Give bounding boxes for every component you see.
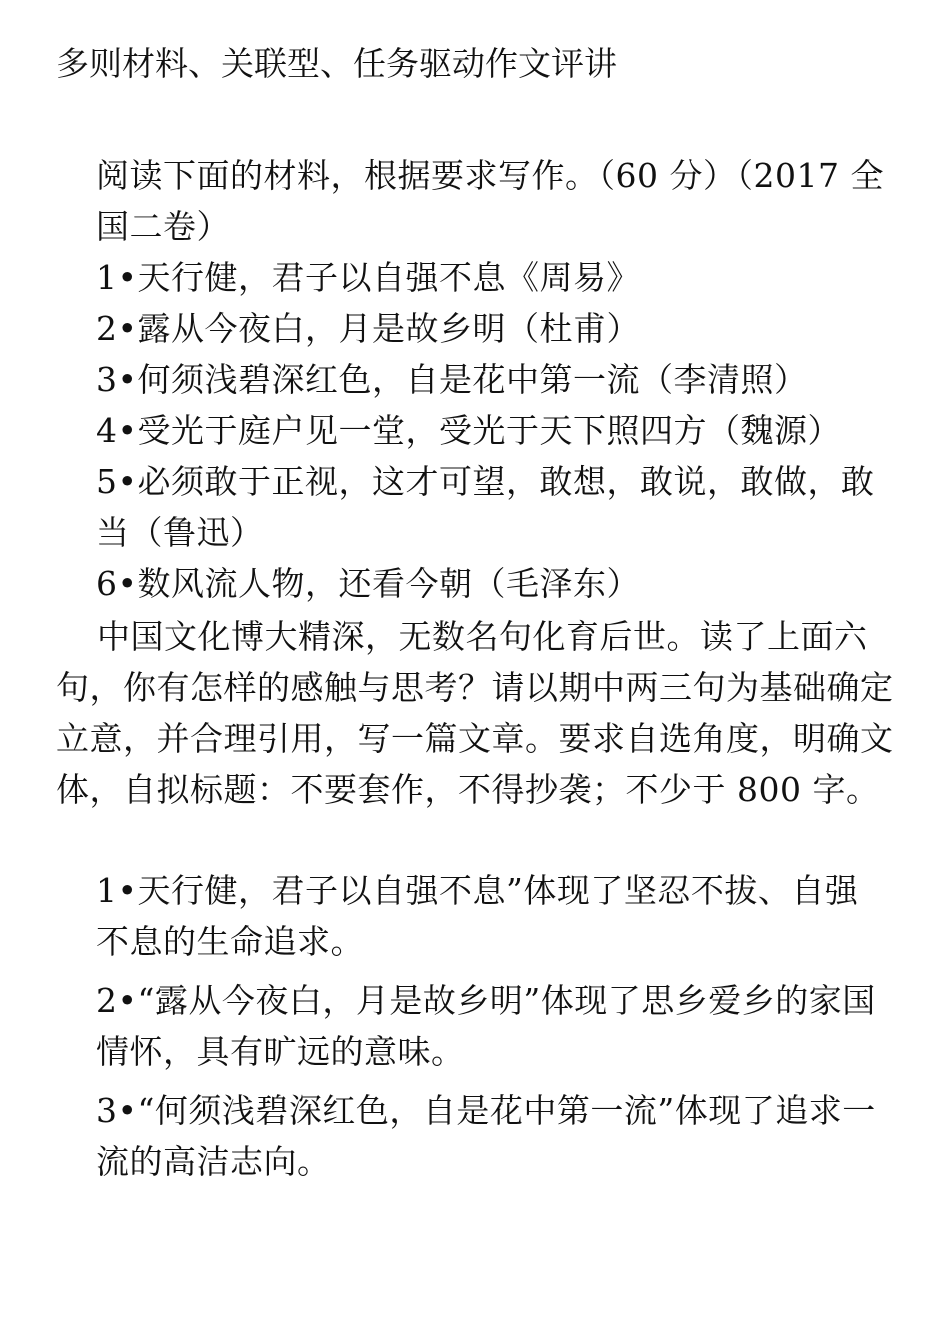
analysis-item: 3•“何须浅碧深红色，自是花中第一流”体现了追求一流的高洁志向。: [96, 1091, 876, 1181]
quote-item: 3•何须浅碧深红色，自是花中第一流（李清照）: [96, 360, 808, 399]
quote-item: 5•必须敢于正视，这才可望，敢想，敢说，敢做，敢当（鲁迅）: [96, 462, 875, 552]
analysis-list: [96, 865, 876, 1195]
analysis-item: 2•“露从今夜白，月是故乡明”体现了思乡爱乡的家国情怀，具有旷远的意味。: [96, 981, 876, 1071]
task-text: 中国文化博大精深，无数名句化育后世。读了上面六句，你有怎样的感触与思考？请以期中两三句为基础确定立意，并合理引用，写一篇文章。要求自选角度，明确文体，自拟标题：不要套作，不得抄袭；不少于 800 字。: [56, 617, 894, 809]
quote-item: 2•露从今夜白，月是故乡明（杜甫）: [96, 309, 640, 348]
document-title: 多则材料、关联型、任务驱动作文评讲: [56, 44, 617, 83]
quote-item: 4•受光于庭户见一堂，受光于天下照四方（魏源）: [96, 411, 841, 450]
prompt-text: 阅读下面的材料，根据要求写作。（60 分）（2017 全国二卷）: [96, 156, 884, 246]
writing-prompt: [96, 150, 896, 252]
task-requirements: [56, 611, 901, 815]
quote-list: [96, 252, 876, 609]
quote-item: 1•天行健，君子以自强不息《周易》: [96, 258, 640, 297]
analysis-item: 1•天行健，君子以自强不息”体现了坚忍不拔、自强不息的生命追求。: [96, 871, 859, 961]
quote-item: 6•数风流人物，还看今朝（毛泽东）: [96, 564, 640, 603]
